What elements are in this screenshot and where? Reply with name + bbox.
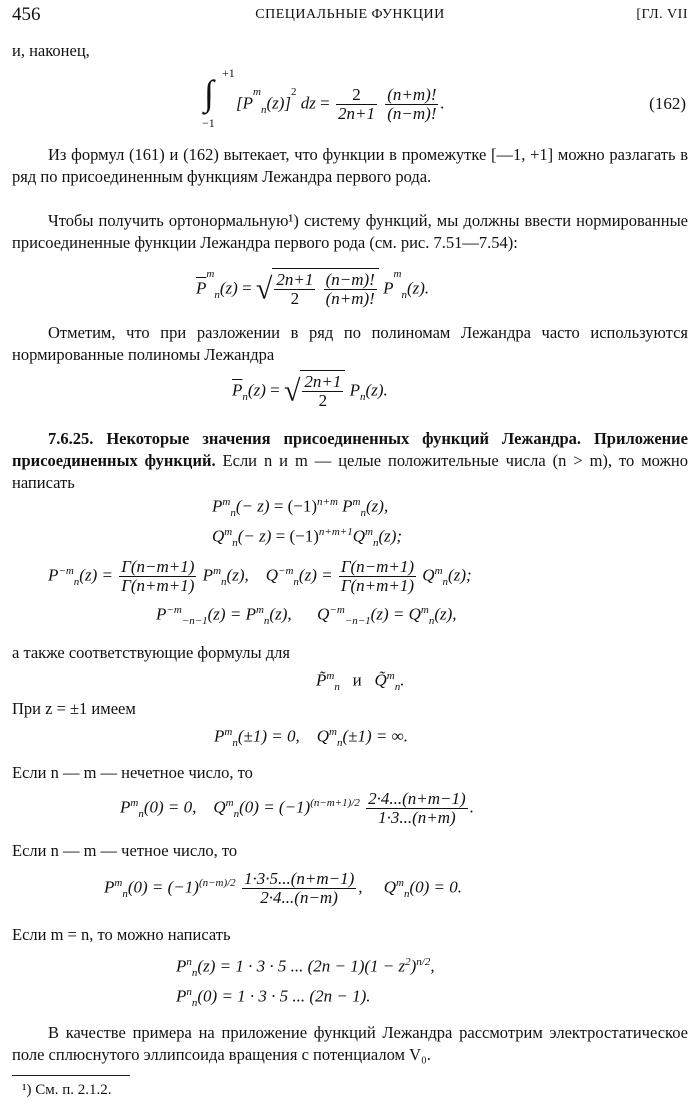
- paragraph-expansion: Из формул (161) и (162) вытекает, что функции в промежутке [—1, +1] можно разлагать в ряд по присоединенным функциям Лежандра первого рода.: [12, 145, 688, 186]
- intro-text: и, наконец,: [12, 41, 90, 60]
- formula-even-case: $P^m_n(0) = (-1)^{(n-m)/2}$ $\frac{1\cdot 3\cdot 5...(n+m-1)}{2\cdot 4...(n-m)}$ , $Q^m_n(0) = 0$.: [104, 869, 463, 907]
- footnote: ¹) См. п. 2.1.2.: [22, 1082, 112, 1098]
- formula-m-equals-n-2: $P^n_n(0) = 1 \cdot 3 \cdot 5$ ... (2n − 1).: [176, 986, 371, 1010]
- odd-text: Если n — m — нечетное число, то: [12, 763, 253, 782]
- mn-text: Если m = n, то можно написать: [12, 925, 231, 944]
- formula-p-reflection: $P^m_n(- z) = (-1)^{n+m}$ $P^m_n(z)$,: [212, 496, 389, 520]
- formula-odd-case: $P^m_n(0) = 0$, $Q^m_n(0) = (-1)^{(n-m+1)/2}$ $\frac{2\cdot 4...(n+m-1)}{1\cdot 3...(n+m)}$ .: [120, 789, 474, 827]
- formula-tilde-functions: P̃$^m_n$ и Q̃$^m_n$.: [316, 670, 405, 694]
- section-title: 7.6.25. Некоторые значения присоединенных функций Лежандра. Приложение присоединенных функций.: [12, 429, 688, 470]
- formula-negative-degree: $P^{-m}_{-n-1}(z) = P^m_n(z)$, $Q^{-m}_{-n-1}(z) = Q^m_n(z)$,: [156, 604, 457, 628]
- equation-normalized-associated: $\overline{P}^m_n(z)$ = √ $\frac{2n+1}{2}$ $\frac{(n-m)!}{(n+m)!}$ $P^m_n(z)$.: [196, 268, 430, 308]
- page-number: 456: [12, 4, 41, 25]
- formula-at-pm1: $P^m_n(\pm 1) = 0$, $Q^m_n(\pm 1)$ = ∞.: [214, 726, 408, 750]
- running-title: СПЕЦИАЛЬНЫЕ ФУНКЦИИ: [255, 7, 445, 22]
- footnote-rule: [12, 1075, 130, 1076]
- formula-m-equals-n-1: $P^n_n(z) = 1 \cdot 3 \cdot 5$ ... $(2n - 1)(1 - z^2)^{n/2}$,: [176, 956, 435, 980]
- also-text: а также соответствующие формулы для: [12, 643, 290, 662]
- document-page: 456 СПЕЦИАЛЬНЫЕ ФУНКЦИИ [ГЛ. VII и, наконец, +1 ∫ −1 $[P^m_n(z)]^2$ dz = $\frac{2}{2n+1}$ $\frac{(n+m)!}{(n-m)!}$ . (162) Из формул (161) и (162) вытекает, что функции в промежутке [—1, +1] можно разлагать в ряд по присоединенным функциям Лежандра первого рода. Чтобы получить ортонормальную¹) систему функций, мы должны ввести нормированные присоединенные функции Лежандра первого рода (см. рис. 7.51—7.54): $\overline{P}^m_n(z)$ = √ $\frac{2n+1}{2}$ $\frac{(n-m)!}{(n+m)!}$ $P^m_n(z)$. Отметим, что при разложении в ряд по полиномам Лежандра часто используются нормированные полиномы Лежандра $\overline{P}_n(z)$ = √ $\frac{2n+1}{2}$ $P_n(z)$. 7.6.25. Некоторые значения присоединенных функций Лежандра. Приложение присоединенных функций. Если n и m — целые положительные числа (n > m), то можно написать $P^m_n(- z) = (-1)^{n+m}$ $P^m_n(z)$, $Q^m_n(- z) = (-1)^{n+m+1}Q^m_n(z)$; $P^{-m}_n(z)$ = $\frac{\Gamma(n-m+1)}{\Gamma(n+m+1)}$ $P^m_n(z)$, $Q^{-m}_n(z)$ = $\frac{\Gamma(n-m+1)}{\Gamma(n+m+1)}$ $Q^m_n(z)$; $P^{-m}_{-n-1}(z) = P^m_n(z)$, $Q^{-m}_{-n-1}(z) = Q^m_n(z)$, а также соответствующие формулы для P̃$^m_n$ и Q̃$^m_n$. При z = ±1 имеем $P^m_n(\pm 1) = 0$, $Q^m_n(\pm 1)$ = ∞. Если n — m — нечетное число, то $P^m_n(0) = 0$, $Q^m_n(0) = (-1)^{(n-m+1)/2}$ $\frac{2\cdot 4...(n+m-1)}{1\cdot 3...(n+m)}$ . Если n — m — четное число, то $P^m_n(0) = (-1)^{(n-m)/2}$ $\frac{1\cdot 3\cdot 5...(n+m-1)}{2\cdot 4...(n-m)}$ , $Q^m_n(0) = 0$. Если m = n, то можно написать $P^n_n(z) = 1 \cdot 3 \cdot 5$ ... $(2n - 1)(1 - z^2)^{n/2}$, $P^n_n(0) = 1 \cdot 3 \cdot 5$ ... (2n − 1). В качестве примера на приложение функций Лежандра рассмотрим электростатическое поле сплюснутого эллипсоида вращения с потенциалом V₀. ¹) См. п. 2.1.2.: [12, 4, 688, 1098]
- lower-limit: −1: [202, 116, 215, 130]
- formula-negative-order: $P^{-m}_n(z)$ = $\frac{\Gamma(n-m+1)}{\Gamma(n+m+1)}$ $P^m_n(z)$, $Q^{-m}_n(z)$ = $\frac{\Gamma(n-m+1)}{\Gamma(n+m+1)}$ $Q^m_n(z)$;: [48, 557, 472, 595]
- chapter-label: [ГЛ. VII: [636, 7, 688, 22]
- final-paragraph: В качестве примера на приложение функций Лежандра рассмотрим электростатическое поле сплюснутого эллипсоида вращения с потенциалом V₀.: [12, 1023, 688, 1064]
- paragraph-orthonormal: Чтобы получить ортонормальную¹) систему функций, мы должны ввести нормированные присоединенные функции Лежандра первого рода (см. рис. 7.51—7.54):: [12, 211, 688, 252]
- section-7-6-25: [12, 428, 688, 494]
- page-header: [12, 4, 688, 30]
- upper-limit: +1: [222, 66, 235, 80]
- equation-number-162: (162): [649, 94, 686, 113]
- section-body: Если n и m — целые положительные числа (n > m), то можно написать: [12, 451, 688, 492]
- even-text: Если n — m — четное число, то: [12, 841, 238, 860]
- paragraph-normalized-polynomials: Отметим, что при разложении в ряд по полиномам Лежандра часто используются нормированные полиномы Лежандра: [12, 323, 688, 364]
- pm1-text: При z = ±1 имеем: [12, 699, 136, 718]
- formula-q-reflection: $Q^m_n(- z) = (-1)^{n+m+1}Q^m_n(z)$;: [212, 526, 403, 550]
- equation-normalized-polynomial: $\overline{P}_n(z)$ = √ $\frac{2n+1}{2}$ $P_n(z)$.: [232, 372, 388, 410]
